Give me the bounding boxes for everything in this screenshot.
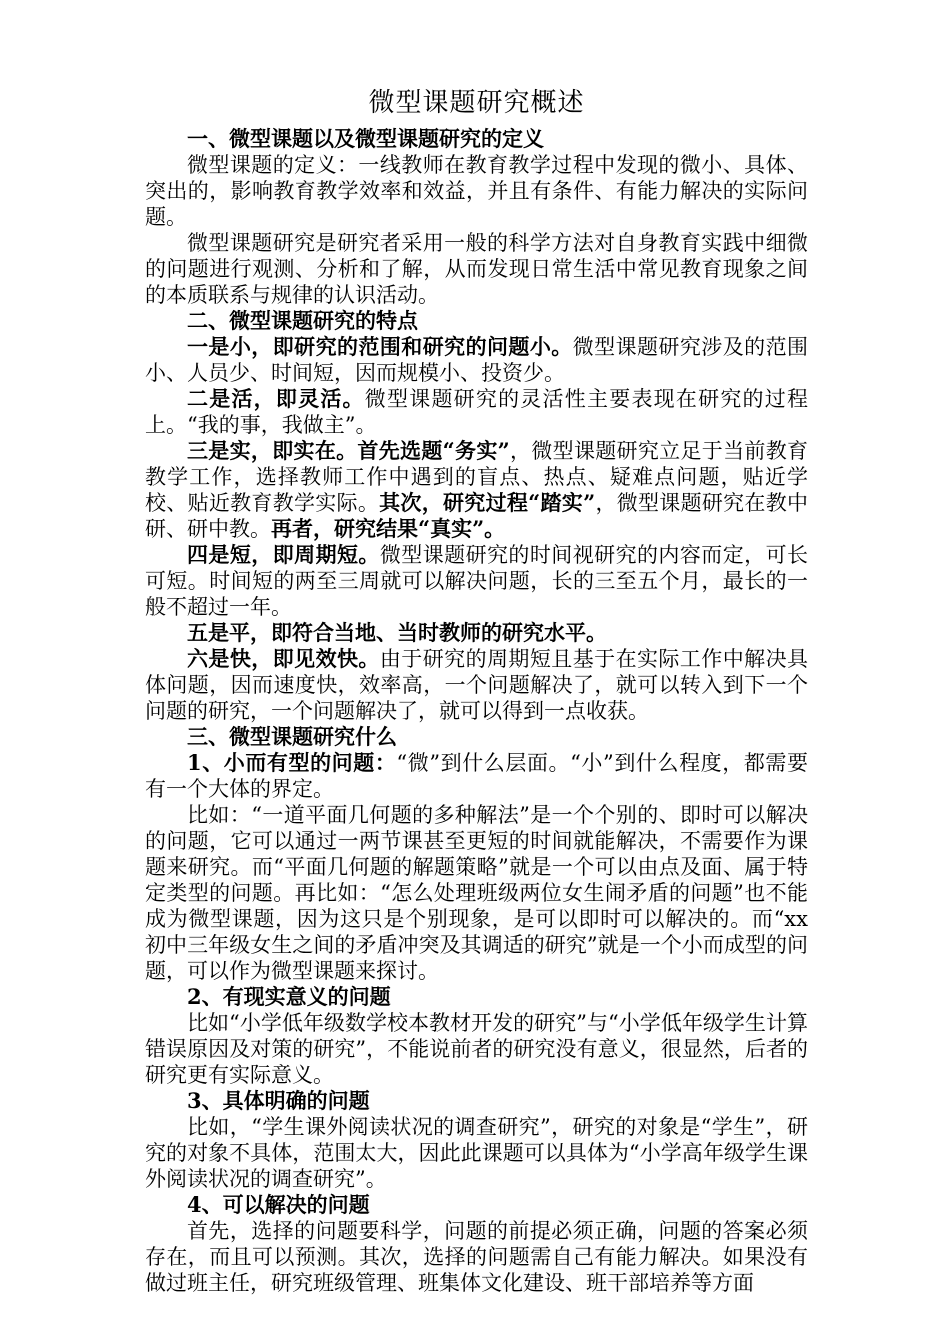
- section-2-heading: 二、微型课题研究的特点: [187, 308, 418, 333]
- definition-paragraph: 微型课题的定义：一线教师在教育教学过程中发现的微小、具体、突出的，影响教育教学效率和效益，并且有条件、有能力解决的实际问题。: [145, 153, 808, 229]
- item-1-paragraph: [145, 750, 808, 802]
- feature-4-text: 微型课题研究的时间视研究的内容而定，可长可短。时间短的两至三周就可以解决问题，长的三至五个月，最长的一般不超过一年。: [145, 543, 809, 619]
- feature-3-text-1: ，微型课题研究立足于当前教育教学工作，选择教师工作中遇到的盲点、热点、疑难点问题，贴近学校、贴近教育教学实际。: [145, 439, 808, 515]
- feature-3-paragraph: [145, 438, 808, 542]
- item-1-text: “微”到什么层面。“小”到什么程度，都需要有一个大体的界定。: [145, 751, 808, 801]
- item-2-heading: 2、有现实意义的问题: [187, 984, 391, 1009]
- feature-5-paragraph: [145, 620, 808, 646]
- item-1-example-paragraph: 比如：“一道平面几何题的多种解法”是一个个别的、即时可以解决的问题，它可以通过一两节课甚至更短的时间就能解决，不需要作为课题来研究。而“平面几何题的解题策略”就是一个可以由点及面、属于特定类型的问题。再比如：“怎么处理班级两位女生闹矛盾的问题”也不能成为微型课题，因为这只是个别现象，是可以即时可以解决的。而“xx 初中三年级女生之间的矛盾冲突及其调适的研究”就是一个小而成型的问题，可以作为微型课题来探讨。: [145, 803, 808, 983]
- feature-2-lead: 二是活，即灵活。: [187, 386, 365, 411]
- section-3-heading: 三、微型课题研究什么: [187, 724, 397, 749]
- feature-4-paragraph: [145, 542, 808, 620]
- research-definition-paragraph: 微型课题研究是研究者采用一般的科学方法对自身教育实践中细微的问题进行观测、分析和了解，从而发现日常生活中常见教育现象之间的本质联系与规律的认识活动。: [145, 231, 808, 307]
- feature-1-text: 微型课题研究涉及的范围小、人员少、时间短，因而规模小、投资少。: [145, 335, 809, 385]
- feature-6-paragraph: [145, 646, 808, 724]
- feature-6-lead: 六是快，即见效快。: [187, 646, 380, 671]
- feature-5-lead: 五是平，即符合当地、当时教师的研究水平。: [187, 620, 607, 645]
- item-2-paragraph: 比如“小学低年级数学校本教材开发的研究”与“小学低年级学生计算错误原因及对策的研究”，不能说前者的研究没有意义，很显然，后者的研究更有实际意义。: [145, 1011, 808, 1087]
- feature-2-text: 微型课题研究的灵活性主要表现在研究的过程上。“我的事，我做主”。: [145, 387, 809, 437]
- document-page: [145, 86, 808, 1296]
- feature-4-lead: 四是短，即周期短。: [187, 542, 380, 567]
- item-3-paragraph: 比如，“学生课外阅读状况的调查研究”，研究的对象是“学生”，研究的对象不具体，范围太大，因此此课题可以具体为“小学高年级学生课外阅读状况的调查研究”。: [145, 1115, 808, 1191]
- feature-3-lead-3: 再者，研究结果“真实”。: [271, 516, 506, 541]
- item-4-heading: 4、可以解决的问题: [187, 1192, 370, 1217]
- item-4-paragraph: 首先，选择的问题要科学，问题的前提必须正确，问题的答案必须存在，而且可以预测。其次，选择的问题需自己有能力解决。如果没有做过班主任，研究班级管理、班集体文化建设、班干部培养等方面: [145, 1219, 808, 1295]
- feature-1-paragraph: [145, 334, 808, 386]
- item-3-heading: 3、具体明确的问题: [187, 1088, 370, 1113]
- feature-1-lead: 一是小，即研究的范围和研究的问题小。: [187, 334, 573, 359]
- feature-6-text: 由于研究的周期短且基于在实际工作中解决具体问题，因而速度快，效率高，一个问题解决了，就可以转入到下一个问题的研究，一个问题解决了，就可以得到一点收获。: [145, 647, 809, 723]
- section-1-heading: 一、微型课题以及微型课题研究的定义: [187, 126, 544, 151]
- item-1-lead: 1、小而有型的问题：: [187, 750, 397, 775]
- feature-3-text-2: ，微型课题研究在教中研、研中教。: [145, 491, 809, 541]
- feature-3-lead: 三是实，即实在。首先选题“务实”: [187, 438, 510, 463]
- feature-3-lead-2: 其次，研究过程“踏实”: [379, 490, 596, 515]
- document-title: 微型课题研究概述: [368, 88, 585, 118]
- feature-2-paragraph: [145, 386, 808, 438]
